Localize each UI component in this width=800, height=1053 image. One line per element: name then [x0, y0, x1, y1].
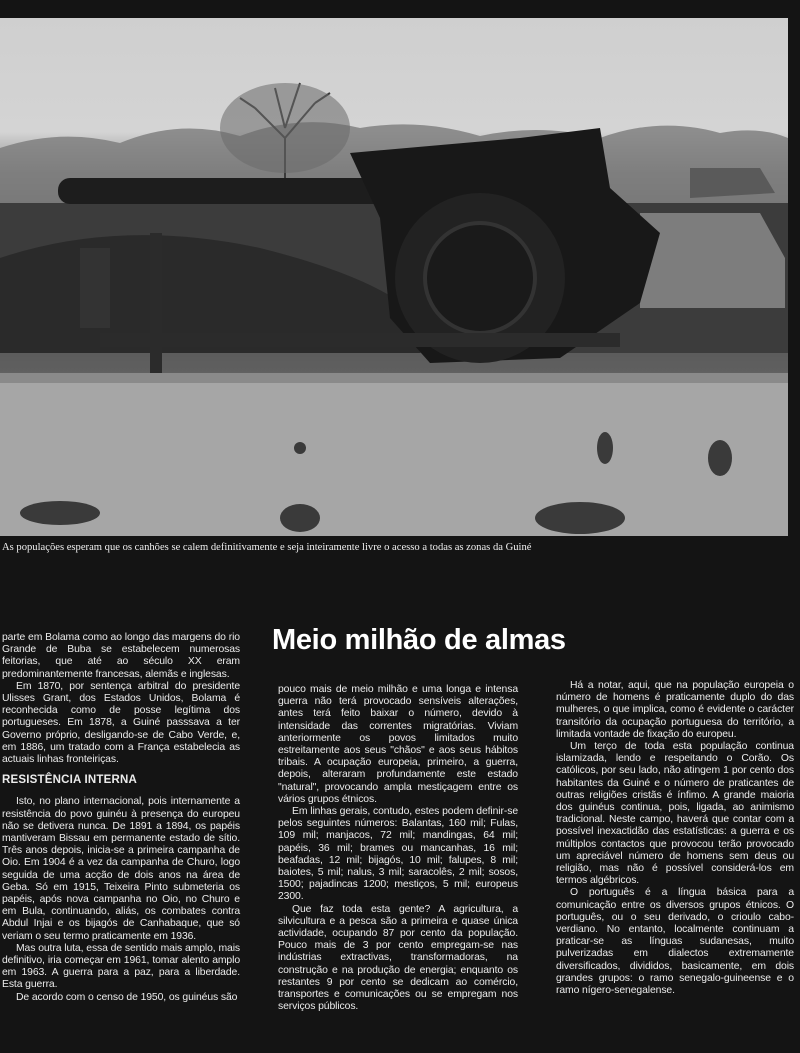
text-column-2 — [278, 684, 518, 1013]
section-subheading: RESISTÊNCIA INTERNA — [2, 774, 137, 787]
paragraph: pouco mais de meio milhão e uma longa e intensa guerra não terá provocado sensíveis alterações, antes terá feito baixar o número, devido à intensidade das correntes migratórias. Viviam anteriormente os povos limitados muito estreitamente aos seus "chãos" e aos seus hábitos tribais. A ocupação europeia, primeiro, a guerra, depois, alteraram profundamente este estado "natural", provocando ampla mestiçagem entre os vários grupos étnicos. — [278, 684, 518, 805]
paragraph: Mas outra luta, essa de sentido mais amplo, mais definitivo, iria começar em 1961, tomar alento amplo em 1963. A guerra para a paz, para a liberdade. Esta guerra. — [2, 942, 240, 991]
paragraph: Em linhas gerais, contudo, estes podem definir-se pelos seguintes números: Balantas, 160 mil; Fulas, 109 mil; manjacos, 72 mil; mandingas, 64 mil; papéis, 36 mil; brames ou mancanhas, 16 mil; beafadas, 12 mil; bijagós, 10 mil; falupes, 8 mil; baiotes, 5 mil; nalus, 3 mil; saracolês, 2 mil; sosos, 1500; pajadincas 1200; mestiços, 5 mil; europeus 2300. — [278, 806, 518, 903]
paragraph: Há a notar, aqui, que na população europeia o número de homens é praticamente duplo do das mulheres, o que implica, como é evidente o carácter transitório da ocupação portuguesa do território, a limitada vontade de fixação do europeu. — [556, 680, 794, 740]
paragraph: Isto, no plano internacional, pois internamente a resistência do povo guinéu à presença do europeu não se detivera nunca. De 1891 a 1894, os papéis mantiveram Bissau em permanente estado de sítio. Três anos depois, inicia-se a primeira campanha de Oio. Em 1904 é a vez da campanha de Churo, logo seguida de uma acção de dois anos na área de Geba. Só em 1915, Teixeira Pinto submeteria os papéis, após nova campanha no Oio, no Churo e em Bula, continuando, aliás, os combates contra Abdul Injai e os bijagós de Canhabaque, que só veriam o seu termo praticamente em 1936. — [2, 796, 240, 942]
paragraph: Em 1870, por sentença arbitral do presidente Ulisses Grant, dos Estados Unidos, Bolama é reconhecida como de posse legítima dos portugueses. Em 1878, a Guiné passsava a ter Governo próprio, desligando-se de Cabo Verde, e, em 1886, um tratado com a França estabelecia as actuais linhas fronteiriças. — [2, 680, 240, 766]
text-column-3 — [556, 680, 794, 997]
paragraph: O português é a língua básica para a comunicação entre os diversos grupos étnicos. O português, ou o seu derivado, o crioulo cabo-verdiano. No entanto, localmente continuam a praticar-se as línguas sudanesas, muito pulverizadas em dialectos extremamente diversificados, divididos, basicamente, em dois grandes grupos: o ramo senegalo-guineense e o ramo nígero-senegalense. — [556, 887, 794, 997]
paragraph: Que faz toda esta gente? A agricultura, a silvicultura e a pesca são a primeira e quase única actividade, ocupando 87 por cento da população. Pouco mais de 3 por cento empregam-se nas indústrias extractivas, transformadoras, na construção e na produção de energia; enquanto os restantes 9 por cento se dedicam ao comércio, transportes e comunicações ou se empregam nos serviços públicos. — [278, 903, 518, 1013]
article-headline: Meio milhão de almas — [272, 624, 566, 656]
paragraph: Um terço de toda esta população continua islamizada, lendo e respeitando o Corão. Os católicos, por seu lado, não atingem 1 por cento dos habitantes da Guiné e o número de praticantes de outras religiões cristãs é ínfimo. A grande maioria dos guinéus continua, pois, ligada, ao animismo tradicional. Neste campo, haverá que contar com a possível inexactidão das estatísticas: a guerra e os múltiplos contactos que provocou terão provocado um apreciável número de homens sem deus ou religião, mas não é possível considerá-los em termos algébricos. — [556, 741, 794, 887]
paragraph: De acordo com o censo de 1950, os guinéus são — [16, 991, 238, 1003]
cannon-photo-illustration — [0, 18, 788, 536]
text-column-1 — [2, 632, 240, 1004]
paragraph: parte em Bolama como ao longo das margens do rio Grande de Buba se estabelecem numerosas feitorias, que até ao século XX eram predominantemente francesas, alemãs e inglesas. — [2, 632, 240, 680]
cannon-photo — [0, 18, 788, 536]
photo-caption: As populações esperam que os canhões se calem definitivamente e seja inteiramente livre o acesso a todas as zonas da Guiné — [2, 542, 532, 553]
